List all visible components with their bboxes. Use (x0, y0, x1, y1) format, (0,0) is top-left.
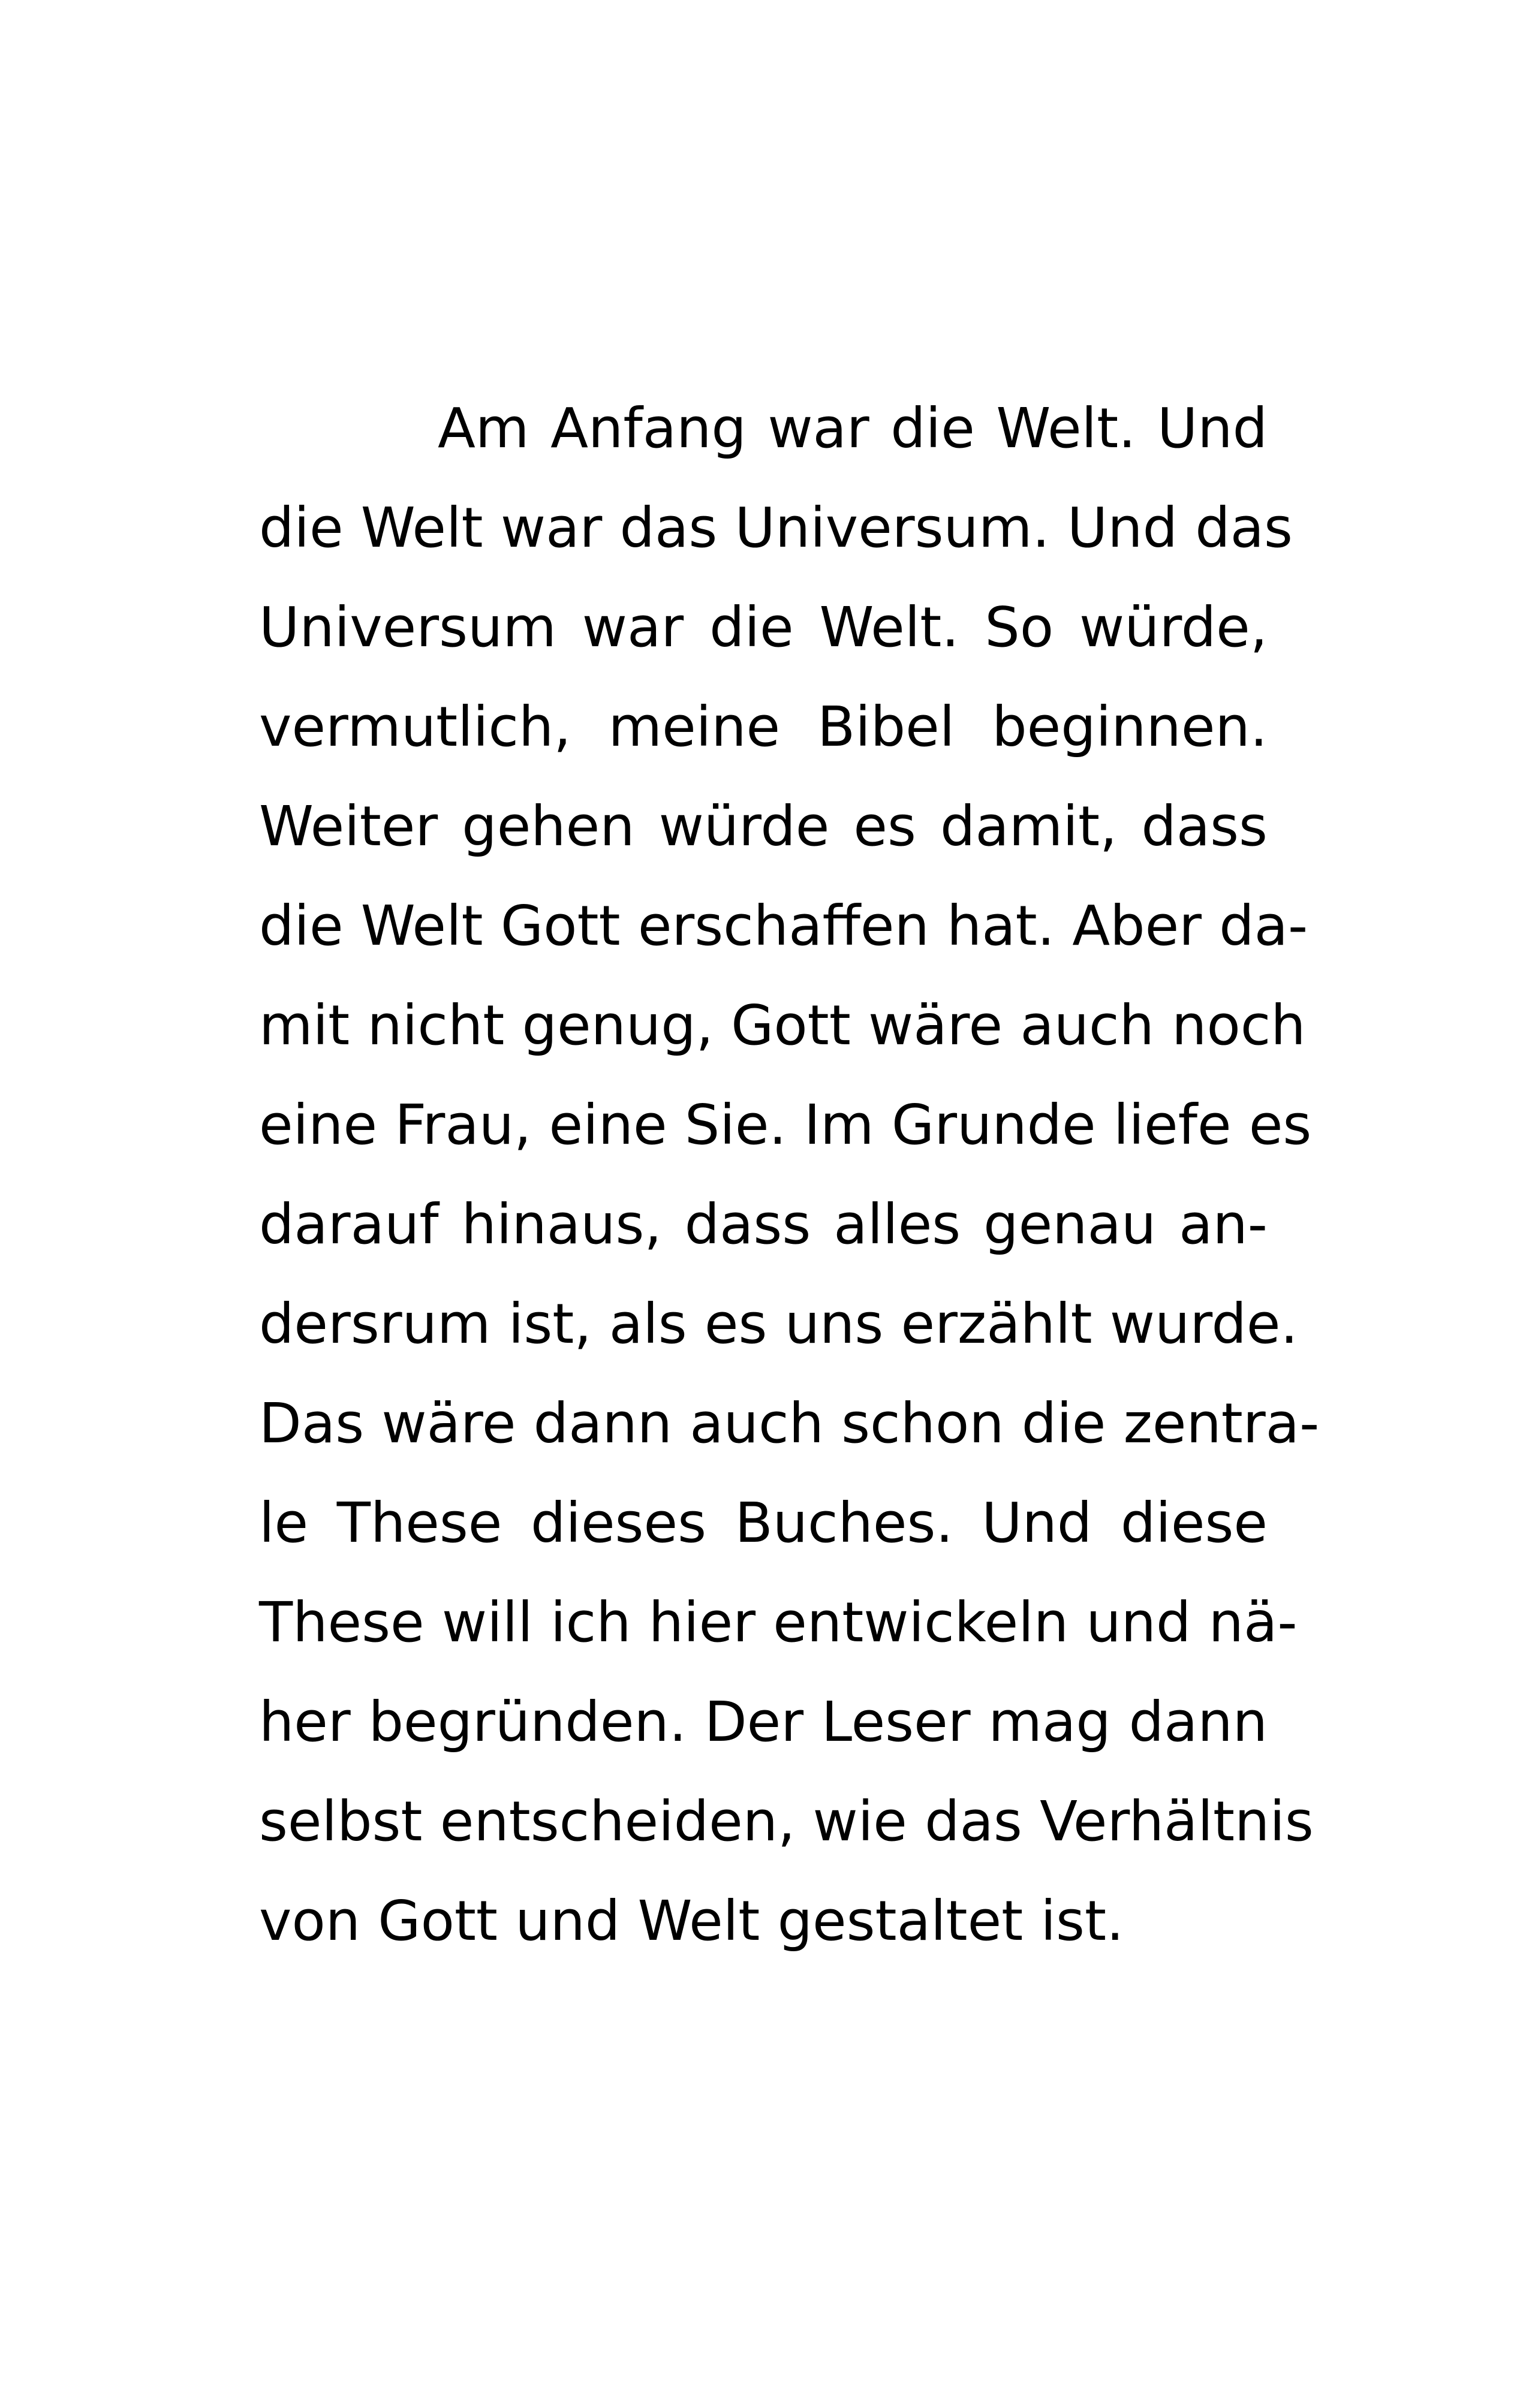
text-line: Das wäre dann auch schon die zentra- (259, 1391, 1320, 1455)
text-line: These will ich hier entwickeln und nä- (259, 1590, 1298, 1654)
text-line: eine Frau, eine Sie. Im Grunde liefe es (259, 1093, 1312, 1157)
text-line: her begründen. Der Leser mag dann (259, 1690, 1268, 1754)
text-line: Universum war die Welt. So würde, (259, 595, 1268, 659)
text-line: Weiter gehen würde es damit, dass (259, 794, 1268, 858)
text-line: selbst entscheiden, wie das Verhältnis (259, 1789, 1314, 1854)
text-line: Am Anfang war die Welt. Und (438, 396, 1268, 460)
text-line: die Welt war das Universum. Und das (259, 496, 1293, 560)
text-line: von Gott und Welt gestaltet ist. (259, 1889, 1124, 1953)
body-paragraph (259, 379, 1320, 1971)
text-line: darauf hinaus, dass alles genau an- (259, 1192, 1268, 1256)
text-line: mit nicht genug, Gott wäre auch noch (259, 993, 1306, 1057)
text-line: le These dieses Buches. Und diese (259, 1491, 1268, 1555)
text-line: vermutlich, meine Bibel beginnen. (259, 695, 1268, 759)
text-line: die Welt Gott erschaffen hat. Aber da- (259, 894, 1308, 958)
text-line: dersrum ist, als es uns erzählt wurde. (259, 1292, 1298, 1356)
